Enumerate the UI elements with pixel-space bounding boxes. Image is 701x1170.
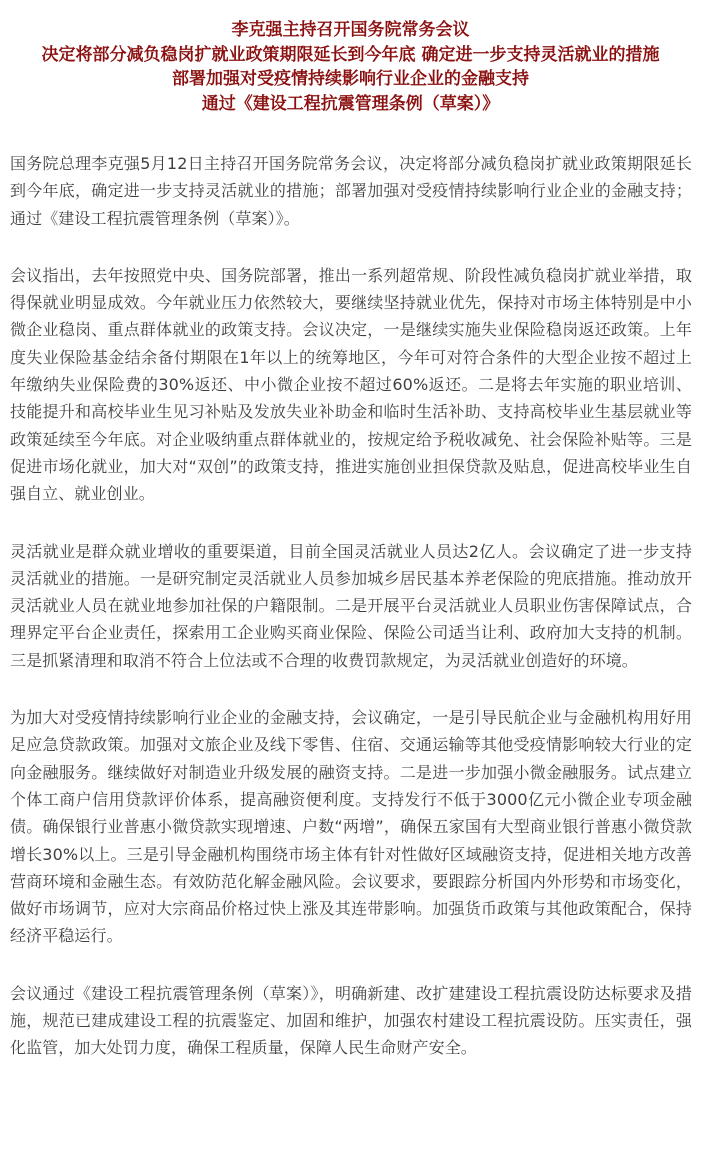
paragraph-financial-support: 为加大对受疫情持续影响行业企业的金融支持，会议确定，一是引导民航企业与金融机构用好用足应急贷款政策。加强对文旅企业及线下零售、住宿、交通运输等其他受疫情影响较大行业的定向金融服务。继续做好对制造业升级发展的融资支持。二是进一步加强小微金融服务。试点建立个体工商户信用贷款评价体系，提高融资便利度。支持发行不低于3000亿元小微企业专项金融债。确保银行业普惠小微贷款实现增速、户数“两增”，确保五家国有大型商业银行普惠小微贷款增长30%以上。三是引导金融机构围绕市场主体有针对性做好区域融资支持，促进相关地方改善营商环境和金融生态。有效防范化解金融风险。会议要求，要跟踪分析国内外形势和市场变化，做好市场调节，应对大宗商品价格过快上涨及其连带影响。加强货币政策与其他政策配合，保持经济平稳运行。 <box>10 708 692 946</box>
paragraph-summary: 国务院总理李克强5月12日主持召开国务院常务会议，决定将部分减负稳岗扩就业政策期限延长到今年底，确定进一步支持灵活就业的措施；部署加强对受疫情持续影响行业企业的金融支持；通过《建设工程抗震管理条例（草案）》。 <box>10 154 692 228</box>
headline-line: 通过《建设工程抗震管理条例（草案）》 <box>201 93 500 114</box>
headline-line: 李克强主持召开国务院常务会议 <box>231 20 470 40</box>
paragraph-employment-policy: 会议指出，去年按照党中央、国务院部署，推出一系列超常规、阶段性减负稳岗扩就业举措，取得保就业明显成效。今年就业压力依然较大，要继续坚持就业优先，保持对市场主体特别是中小微企业稳岗、重点群体就业的政策支持。会议决定，一是继续实施失业保险稳岗返还政策。上年度失业保险基金结余备付期限在1年以上的统筹地区，今年可对符合条件的大型企业按不超过上年缴纳失业保险费的30%返还、中小微企业按不超过60%返还。二是将去年实施的职业培训、技能提升和高校毕业生见习补贴及发放失业补助金和临时生活补助、支持高校毕业生基层就业等政策延续至今年底。对企业吸纳重点群体就业的，按规定给予税收减免、社会保险补贴等。三是促进市场化就业，加大对“双创”的政策支持，推进实施创业担保贷款及贴息，促进高校毕业生自强自立、就业创业。 <box>10 265 692 504</box>
paragraph-flexible-employment: 灵活就业是群众就业增收的重要渠道，目前全国灵活就业人员达2亿人。会议确定了进一步支持灵活就业的措施。一是研究制定灵活就业人员参加城乡居民基本养老保险的兜底措施。推动放开灵活就业人员在就业地参加社保的户籍限制。二是开展平台灵活就业人员职业伤害保障试点，合理界定平台企业责任，探索用工企业购买商业保险、保险公司适当让利、政府加大支持的机制。三是抓紧清理和取消不符合上位法或不合理的收费罚款规定，为灵活就业创造好的环境。 <box>10 541 692 670</box>
headline-line: 决定将部分减负稳岗扩就业政策期限延长到今年底 确定进一步支持灵活就业的措施 <box>41 44 660 65</box>
headline <box>0 0 701 116</box>
headline-line: 部署加强对受疫情持续影响行业企业的金融支持 <box>172 69 529 89</box>
article-body <box>10 150 692 1092</box>
paragraph-seismic-regulation: 会议通过《建设工程抗震管理条例（草案）》，明确新建、改扩建建设工程抗震设防达标要求及措施，规范已建成建设工程的抗震鉴定、加固和维护，加强农村建设工程抗震设防。压实责任，强化监管，加大处罚力度，确保工程质量，保障人民生命财产安全。 <box>10 983 692 1058</box>
